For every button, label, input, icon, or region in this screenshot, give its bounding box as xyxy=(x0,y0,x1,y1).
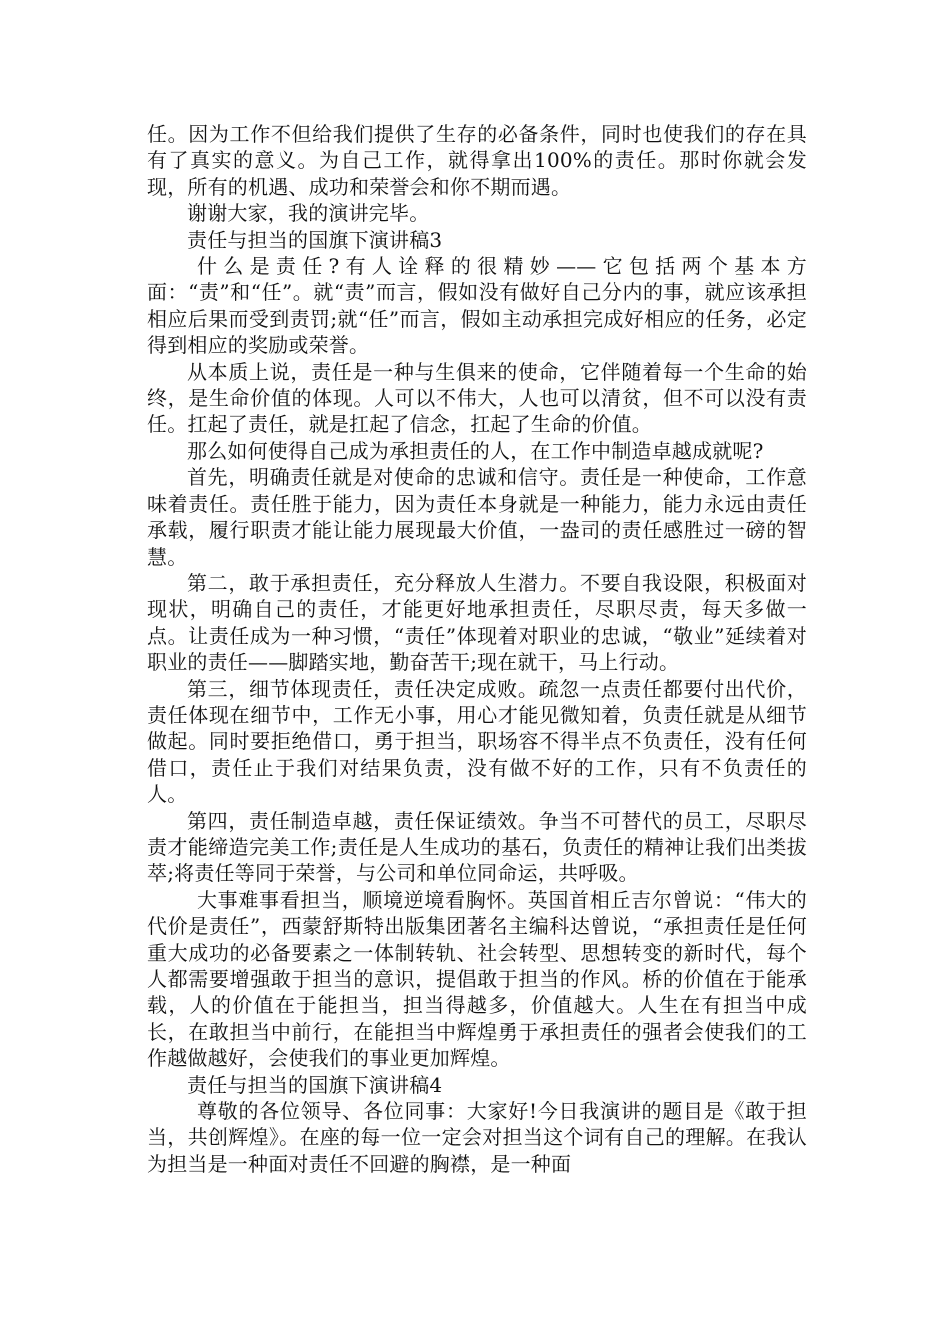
paragraph-first: 首先，明确责任就是对使命的忠诚和信守。责任是一种使命，工作意味着责任。责任胜于能力，因为责任本身就是一种能力，能力永远由责任承载，履行职责才能让能力展现最大价值，一盎司的责任感胜过一磅的智慧。 xyxy=(147,465,807,569)
section-heading-4: 责任与担当的国旗下演讲稿4 xyxy=(187,1072,443,1097)
section-heading-3: 责任与担当的国旗下演讲稿3 xyxy=(187,227,443,252)
paragraph-essence: 从本质上说，责任是一种与生俱来的使命，它伴随着每一个生命的始终，是生命价值的体现。人可以不伟大，人也可以清贫，但不可以没有责任。扛起了责任，就是扛起了信念，扛起了生命的价值。 xyxy=(147,359,807,437)
document-body xyxy=(147,121,807,1177)
paragraph-fourth: 第四，责任制造卓越，责任保证绩效。争当不可替代的员工，尽职尽责才能缔造完美工作;责任是人生成功的基石，负责任的精神让我们出类拔萃;将责任等同于荣誉，与公司和单位同命运，共呼吸。 xyxy=(147,808,807,886)
paragraph-continuation: 任。因为工作不但给我们提供了生存的必备条件，同时也使我们的存在具有了真实的意义。为自己工作，就得拿出100%的责任。那时你就会发现，所有的机遇、成功和荣誉会和你不期而遇。 xyxy=(147,122,807,199)
paragraph-closing: 谢谢大家，我的演讲完毕。 xyxy=(187,201,430,226)
paragraph-second: 第二，敢于承担责任，充分释放人生潜力。不要自我设限，积极面对现状，明确自己的责任，才能更好地承担责任，尽职尽责，每天多做一点。让责任成为一种习惯，“责任”体现着对职业的忠诚，“敬业”延续着对职业的责任——脚踏实地，勤奋苦干;现在就干，马上行动。 xyxy=(147,570,807,675)
paragraph-definition: 什么是责任?有人诠释的很精妙——它包括两个基本方面：“责”和“任”。就“责”而言，假如没有做好自己分内的事，就应该承担相应后果而受到责罚;就“任”而言，假如主动承担完成好相应的任务，必定得到相应的奖励或荣誉。 xyxy=(147,254,807,358)
paragraph-third: 第三，细节体现责任，责任决定成败。疏忽一点责任都要付出代价，责任体现在细节中，工作无小事，用心才能见微知着，负责任就是从细节做起。同时要拒绝借口，勇于担当，职场容不得半点不负责任，没有任何借口，责任止于我们对结果负责，没有做不好的工作，只有不负责任的人。 xyxy=(147,676,807,807)
paragraph-churchill: 大事难事看担当，顺境逆境看胸怀。英国首相丘吉尔曾说：“伟大的代价是责任”，西蒙舒斯特出版集团著名主编科达曾说，“承担责任是任何重大成功的必备要素之一体制转轨、社会转型、思想转变的新时代，每个人都需要增强敢于担当的意识，提倡敢于担当的作风。桥的价值在于能承载，人的价值在于能担当，担当得越多，价值越大。人生在有担当中成长，在敢担当中前行，在能担当中辉煌勇于承担责任的强者会使我们的工作越做越好，会使我们的事业更加辉煌。 xyxy=(147,887,807,1071)
paragraph-greeting: 尊敬的各位领导、各位同事：大家好!今日我演讲的题目是《敢于担当，共创辉煌》。在座的每一位一定会对担当这个词有自己的理解。在我认为担当是一种面对责任不回避的胸襟，是一种面 xyxy=(147,1099,807,1176)
paragraph-question: 那么如何使得自己成为承担责任的人，在工作中制造卓越成就呢? xyxy=(187,438,764,463)
